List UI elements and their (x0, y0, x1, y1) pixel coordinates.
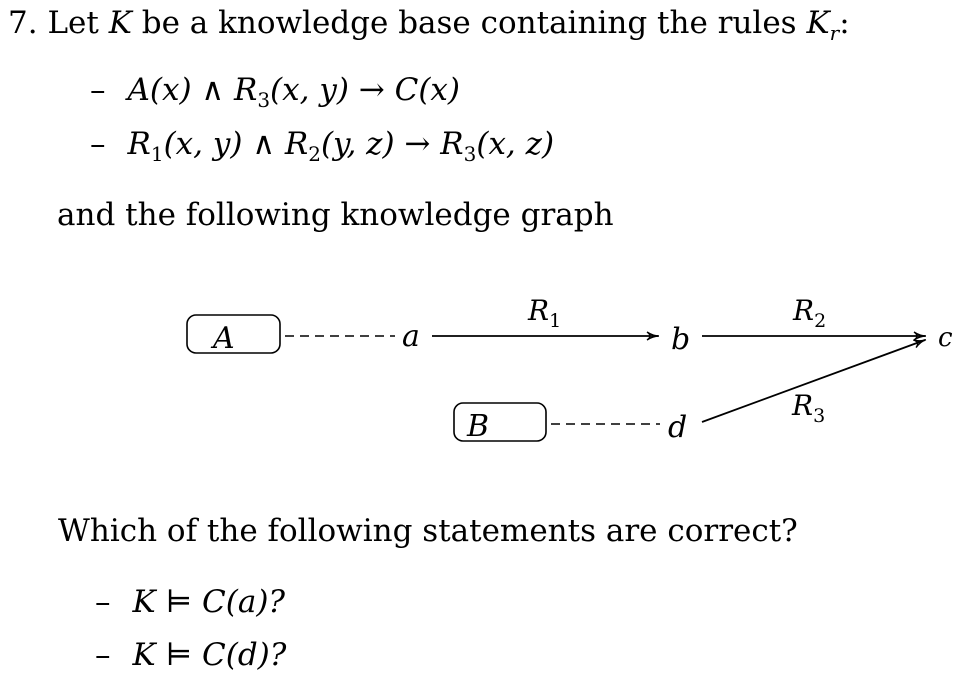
question-intro: Let (47, 5, 99, 41)
rule-subscript: 3 (463, 142, 477, 166)
class-a-label: A (213, 321, 235, 356)
graph-intro: and the following knowledge graph (57, 197, 614, 233)
rule-text: A(x) ∧ R (127, 72, 258, 108)
node-c: c (938, 323, 953, 353)
statement-bullet: – (95, 637, 111, 673)
node-a: a (402, 319, 420, 354)
edge-a-b-label: $R_1$ (528, 294, 562, 332)
rule-subscript: 1 (150, 142, 164, 166)
rule-subscript: 3 (257, 88, 271, 112)
statement-bullet: – (95, 584, 111, 620)
question-intro-rest: be a knowledge base containing the rules (141, 5, 797, 41)
rule-text: (x, z) (476, 126, 555, 162)
rules-subscript: r (829, 21, 840, 45)
statement-text: K ⊨ C(d)? (132, 637, 287, 673)
rule-text: (x, y) → C(x) (270, 72, 461, 108)
rule-item (90, 72, 461, 112)
rule-bullet: – (90, 72, 106, 108)
rules-symbol: K (806, 5, 830, 41)
rule-text: R (127, 126, 151, 162)
statement-item (95, 584, 285, 620)
kb-symbol: K (108, 5, 132, 41)
node-d: d (668, 410, 688, 445)
rule-bullet: – (90, 126, 106, 162)
class-b-label: B (467, 409, 490, 444)
rule-text: (y, z) → R (320, 126, 464, 162)
node-b: b (671, 322, 691, 357)
statement-text: K ⊨ C(a)? (132, 584, 286, 620)
knowledge-graph (0, 280, 974, 460)
header-colon: : (839, 5, 850, 41)
edge-b-c-label: $R_2$ (793, 294, 827, 332)
question-number: 7. (8, 5, 38, 41)
rule-item (90, 126, 555, 166)
rule-text: (x, y) ∧ R (163, 126, 309, 162)
edge-d-c-label: $R_3$ (792, 389, 826, 427)
rule-subscript: 2 (308, 142, 321, 166)
question-prompt: Which of the following statements are correct? (58, 513, 798, 549)
statement-item (95, 637, 286, 673)
question-header (8, 5, 850, 45)
